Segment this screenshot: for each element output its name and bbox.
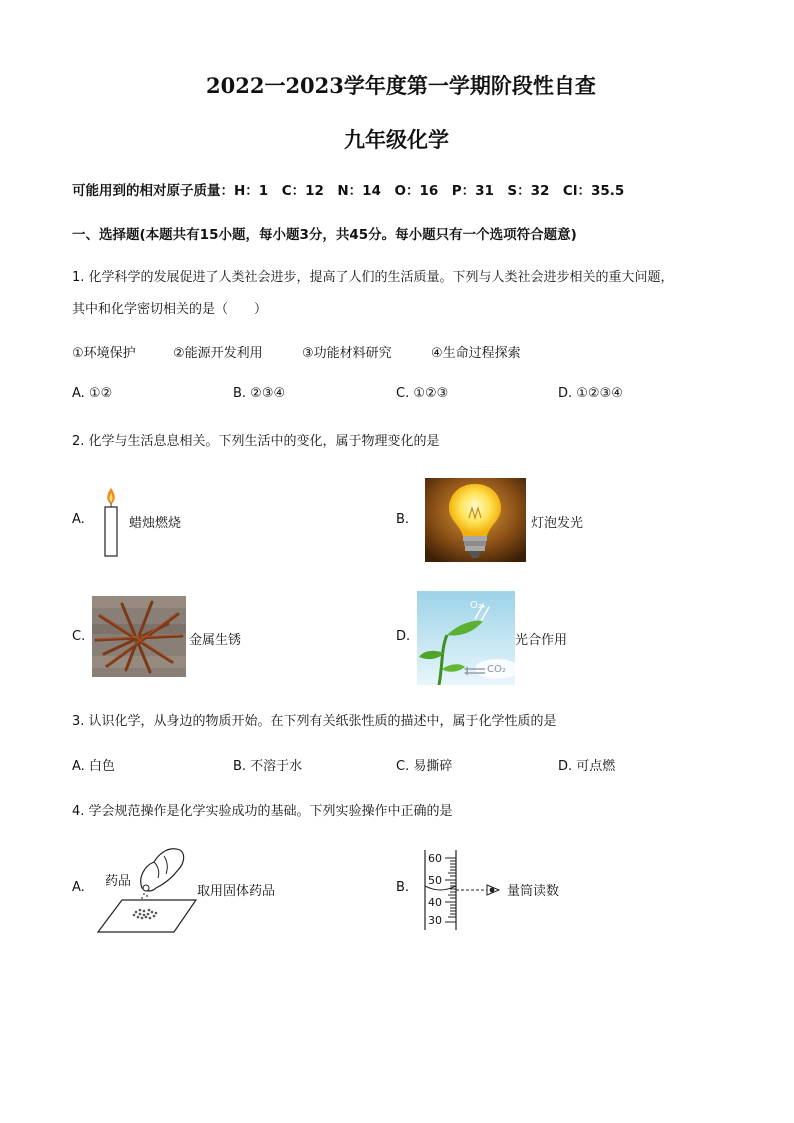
question-1-option-a[interactable]: A. ①② (72, 386, 113, 401)
question-1-option-c[interactable]: C. ①②③ (396, 386, 449, 401)
question-2-option-a-letter[interactable]: A. (72, 512, 85, 527)
section-heading: 一、选择题(本题共有15小题，每小题3分，共45分。每小题只有一个选项符合题意) (72, 227, 577, 243)
question-4-option-a-text: 取用固体药品 (197, 884, 276, 899)
cylinder-scale-60: 60 (428, 852, 442, 865)
candle-image (100, 486, 124, 558)
page-subtitle: 九年级化学 (344, 127, 449, 152)
page-title: 2022一2023学年度第一学期阶段性自查 (206, 73, 596, 98)
question-3-option-d[interactable]: D. 可点燃 (558, 759, 616, 774)
question-3-option-a[interactable]: A. 白色 (72, 759, 115, 774)
cylinder-scale-50: 50 (428, 874, 442, 887)
question-1-option-b[interactable]: B. ②③④ (233, 386, 286, 401)
question-1-item: ③功能材料研究 (302, 346, 392, 361)
light-bulb-image (425, 478, 526, 562)
question-3-option-b[interactable]: B. 不溶于水 (233, 759, 303, 774)
question-2-option-c-text: 金属生锈 (189, 633, 242, 648)
question-1-stem: 1. 化学科学的发展促进了人类社会进步，提高了人们的生活质量。下列与人类社会进步相关的重大问题， (72, 270, 674, 285)
co2-label: CO₂ (487, 664, 506, 675)
question-4-option-b-text: 量筒读数 (507, 884, 560, 899)
question-3-option-c[interactable]: C. 易撕碎 (396, 759, 453, 774)
question-3-stem: 3. 认识化学，从身边的物质开始。在下列有关纸张性质的描述中，属于化学性质的是 (72, 714, 557, 729)
cylinder-scale-40: 40 (428, 896, 442, 909)
atomic-masses: 可能用到的相对原子质量：H：1 C：12 N：14 O：16 P：31 S：32 Cl：35.5 (72, 183, 625, 199)
question-1-stem-line2: 其中和化学密切相关的是（ ） (72, 302, 268, 317)
question-2-option-d-text: 光合作用 (515, 633, 568, 648)
question-1-option-d[interactable]: D. ①②③④ (558, 386, 623, 401)
question-1-item: ②能源开发利用 (173, 346, 263, 361)
question-1-item: ①环境保护 (72, 346, 136, 361)
reagent-label: 药品 (105, 874, 132, 889)
question-4-option-a-letter[interactable]: A. (72, 880, 85, 895)
solid-reagent-image (94, 844, 198, 936)
cylinder-scale-30: 30 (428, 914, 442, 927)
question-2-stem: 2. 化学与生活息息相关。下列生活中的变化，属于物理变化的是 (72, 434, 440, 449)
question-2-option-b-letter[interactable]: B. (396, 512, 410, 527)
question-2-option-a-text: 蜡烛燃烧 (129, 516, 182, 531)
question-4-option-b-letter[interactable]: B. (396, 880, 410, 895)
o2-label: O₂ (470, 600, 482, 611)
rusty-nails-image (92, 596, 186, 677)
question-2-option-d-letter[interactable]: D. (396, 629, 411, 644)
question-4-stem: 4. 学会规范操作是化学实验成功的基础。下列实验操作中正确的是 (72, 804, 453, 819)
question-1-item: ④生命过程探索 (431, 346, 521, 361)
question-2-option-b-text: 灯泡发光 (531, 516, 584, 531)
question-2-option-c-letter[interactable]: C. (72, 629, 86, 644)
